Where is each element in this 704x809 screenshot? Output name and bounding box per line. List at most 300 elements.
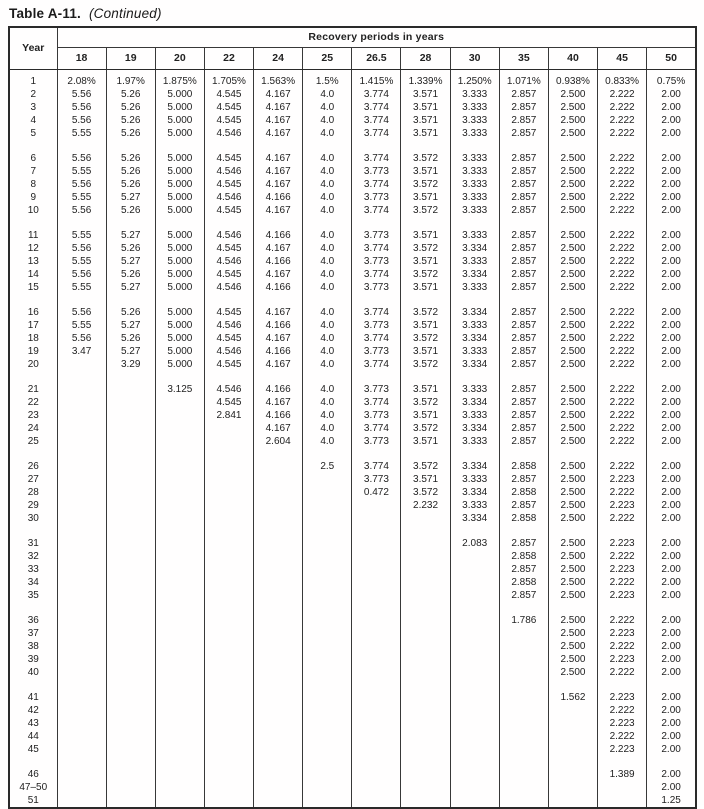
- value-cell: 4.0: [303, 409, 352, 422]
- value-cell: [106, 460, 155, 473]
- value-cell: 3.774: [352, 114, 401, 127]
- value-cell: 2.500: [548, 460, 597, 473]
- value-cell: 2.500: [548, 614, 597, 627]
- value-cell: [106, 512, 155, 525]
- value-cell: 3.571: [401, 435, 450, 448]
- value-cell: [155, 589, 204, 602]
- table-row: [9, 332, 696, 345]
- value-cell: 2.500: [548, 345, 597, 358]
- value-cell: 4.0: [303, 435, 352, 448]
- spacer-cell: [499, 217, 548, 229]
- value-cell: [106, 794, 155, 808]
- value-cell: 3.774: [352, 332, 401, 345]
- value-cell: 4.546: [204, 345, 253, 358]
- spacer-cell: [204, 371, 253, 383]
- value-cell: [204, 512, 253, 525]
- value-cell: [254, 460, 303, 473]
- value-cell: 1.562: [548, 691, 597, 704]
- value-cell: 4.545: [204, 306, 253, 319]
- value-cell: [204, 730, 253, 743]
- value-cell: [254, 563, 303, 576]
- value-cell: 3.773: [352, 435, 401, 448]
- value-cell: 2.857: [499, 319, 548, 332]
- value-cell: [401, 512, 450, 525]
- value-cell: 5.27: [106, 191, 155, 204]
- value-cell: [106, 627, 155, 640]
- spacer-cell: [254, 525, 303, 537]
- value-cell: 2.222: [598, 242, 647, 255]
- value-cell: 5.27: [106, 281, 155, 294]
- value-cell: 4.0: [303, 255, 352, 268]
- spacer-cell: [57, 294, 106, 306]
- value-cell: 5.26: [106, 101, 155, 114]
- value-cell: 4.0: [303, 422, 352, 435]
- value-cell: 4.167: [254, 204, 303, 217]
- value-cell: 4.166: [254, 281, 303, 294]
- value-cell: 3.572: [401, 152, 450, 165]
- spacer-cell: [450, 294, 499, 306]
- value-cell: 1.5%: [303, 69, 352, 88]
- value-cell: [548, 743, 597, 756]
- value-cell: 1.875%: [155, 69, 204, 88]
- group-spacer: [9, 217, 696, 229]
- table-row: [9, 435, 696, 448]
- value-cell: 2.223: [598, 589, 647, 602]
- value-cell: 2.083: [450, 537, 499, 550]
- value-cell: [204, 640, 253, 653]
- value-cell: 4.167: [254, 268, 303, 281]
- value-cell: 1.705%: [204, 69, 253, 88]
- value-cell: [352, 627, 401, 640]
- value-cell: [155, 563, 204, 576]
- value-cell: 2.223: [598, 627, 647, 640]
- value-cell: [106, 396, 155, 409]
- value-cell: 2.500: [548, 204, 597, 217]
- value-cell: 2.857: [499, 255, 548, 268]
- table-row: [9, 614, 696, 627]
- value-cell: 2.500: [548, 563, 597, 576]
- value-cell: [499, 730, 548, 743]
- value-cell: 5.26: [106, 178, 155, 191]
- value-cell: 3.774: [352, 422, 401, 435]
- value-cell: 3.571: [401, 165, 450, 178]
- value-cell: 2.00: [647, 345, 696, 358]
- table-title-prefix: Table A-11.: [9, 6, 81, 21]
- value-cell: [450, 794, 499, 808]
- value-cell: [57, 383, 106, 396]
- year-cell: 42: [9, 704, 57, 717]
- spacer-cell: [9, 294, 57, 306]
- value-cell: [106, 383, 155, 396]
- value-cell: 5.56: [57, 88, 106, 101]
- value-cell: 4.167: [254, 88, 303, 101]
- spacer-cell: [57, 525, 106, 537]
- year-cell: 15: [9, 281, 57, 294]
- value-cell: 2.500: [548, 127, 597, 140]
- value-cell: 2.222: [598, 666, 647, 679]
- spacer-cell: [57, 217, 106, 229]
- value-cell: [254, 486, 303, 499]
- value-cell: 2.222: [598, 345, 647, 358]
- value-cell: 4.167: [254, 114, 303, 127]
- spacer-cell: [303, 294, 352, 306]
- value-cell: 3.572: [401, 422, 450, 435]
- column-header: 19: [106, 47, 155, 69]
- column-header-row: [9, 47, 696, 69]
- year-cell: 16: [9, 306, 57, 319]
- year-cell: 21: [9, 383, 57, 396]
- value-cell: 4.546: [204, 281, 253, 294]
- value-cell: [155, 794, 204, 808]
- value-cell: 2.222: [598, 88, 647, 101]
- value-cell: 2.00: [647, 435, 696, 448]
- spacer-cell: [352, 756, 401, 768]
- value-cell: 3.774: [352, 306, 401, 319]
- value-cell: 3.774: [352, 178, 401, 191]
- table-row: [9, 409, 696, 422]
- value-cell: [106, 717, 155, 730]
- value-cell: 3.571: [401, 473, 450, 486]
- spacer-cell: [106, 294, 155, 306]
- spacer-cell: [303, 756, 352, 768]
- value-cell: 4.166: [254, 345, 303, 358]
- value-cell: [155, 460, 204, 473]
- spacer-cell: [352, 217, 401, 229]
- table-row: [9, 589, 696, 602]
- value-cell: 3.572: [401, 204, 450, 217]
- value-cell: 4.545: [204, 204, 253, 217]
- value-cell: 2.500: [548, 499, 597, 512]
- value-cell: [352, 781, 401, 794]
- group-spacer: [9, 602, 696, 614]
- spacer-cell: [450, 448, 499, 460]
- value-cell: [499, 704, 548, 717]
- table-row: [9, 666, 696, 679]
- column-header: 35: [499, 47, 548, 69]
- value-cell: 3.571: [401, 88, 450, 101]
- column-header: 28: [401, 47, 450, 69]
- value-cell: 5.27: [106, 255, 155, 268]
- value-cell: 2.00: [647, 306, 696, 319]
- value-cell: 2.222: [598, 178, 647, 191]
- value-cell: 2.857: [499, 191, 548, 204]
- value-cell: 3.571: [401, 101, 450, 114]
- value-cell: [352, 768, 401, 781]
- value-cell: [352, 794, 401, 808]
- value-cell: 2.500: [548, 191, 597, 204]
- value-cell: 3.773: [352, 165, 401, 178]
- value-cell: [155, 537, 204, 550]
- value-cell: 3.333: [450, 409, 499, 422]
- value-cell: 2.857: [499, 204, 548, 217]
- column-header: 26.5: [352, 47, 401, 69]
- recovery-periods-header: Recovery periods in years: [57, 27, 696, 47]
- value-cell: 2.00: [647, 704, 696, 717]
- spacer-cell: [204, 602, 253, 614]
- value-cell: [106, 743, 155, 756]
- value-cell: [401, 550, 450, 563]
- spacer-cell: [303, 679, 352, 691]
- value-cell: 2.857: [499, 88, 548, 101]
- spacer-cell: [254, 371, 303, 383]
- value-cell: 2.500: [548, 101, 597, 114]
- value-cell: 4.545: [204, 242, 253, 255]
- value-cell: 4.545: [204, 152, 253, 165]
- value-cell: 2.00: [647, 165, 696, 178]
- value-cell: [254, 614, 303, 627]
- spacer-cell: [155, 294, 204, 306]
- value-cell: 2.223: [598, 653, 647, 666]
- value-cell: 5.000: [155, 204, 204, 217]
- value-cell: 4.167: [254, 306, 303, 319]
- group-spacer: [9, 371, 696, 383]
- value-cell: [352, 653, 401, 666]
- spacer-row: [9, 602, 696, 614]
- value-cell: 4.0: [303, 332, 352, 345]
- value-cell: 2.857: [499, 242, 548, 255]
- value-cell: 2.00: [647, 268, 696, 281]
- year-cell: 31: [9, 537, 57, 550]
- value-cell: 2.00: [647, 204, 696, 217]
- value-cell: [254, 499, 303, 512]
- value-cell: 2.500: [548, 88, 597, 101]
- value-cell: 1.97%: [106, 69, 155, 88]
- value-cell: 3.774: [352, 204, 401, 217]
- spacer-row: [9, 217, 696, 229]
- value-cell: [57, 794, 106, 808]
- value-cell: [57, 486, 106, 499]
- spacer-cell: [548, 217, 597, 229]
- value-cell: [303, 627, 352, 640]
- value-cell: 2.222: [598, 550, 647, 563]
- value-cell: 2.500: [548, 114, 597, 127]
- value-cell: 4.166: [254, 319, 303, 332]
- value-cell: 5.000: [155, 242, 204, 255]
- value-cell: [450, 781, 499, 794]
- value-cell: [106, 614, 155, 627]
- table-row: [9, 730, 696, 743]
- value-cell: [57, 653, 106, 666]
- year-cell: 35: [9, 589, 57, 602]
- value-cell: 2.857: [499, 409, 548, 422]
- value-cell: 2.00: [647, 486, 696, 499]
- value-cell: [57, 550, 106, 563]
- value-cell: [303, 512, 352, 525]
- value-cell: [303, 768, 352, 781]
- value-cell: [204, 794, 253, 808]
- value-cell: [352, 704, 401, 717]
- value-cell: 2.500: [548, 319, 597, 332]
- value-cell: [57, 640, 106, 653]
- value-cell: [352, 576, 401, 589]
- spacer-cell: [548, 756, 597, 768]
- value-cell: [57, 589, 106, 602]
- spacer-cell: [598, 602, 647, 614]
- value-cell: 2.223: [598, 499, 647, 512]
- spacer-cell: [499, 525, 548, 537]
- table-row: [9, 460, 696, 473]
- value-cell: [450, 640, 499, 653]
- value-cell: 2.00: [647, 409, 696, 422]
- value-cell: [57, 781, 106, 794]
- value-cell: 3.571: [401, 127, 450, 140]
- value-cell: 5.56: [57, 178, 106, 191]
- value-cell: 2.857: [499, 473, 548, 486]
- value-cell: [204, 550, 253, 563]
- year-cell: 44: [9, 730, 57, 743]
- spacer-cell: [303, 371, 352, 383]
- value-cell: 2.222: [598, 229, 647, 242]
- value-cell: 2.00: [647, 717, 696, 730]
- value-cell: 2.222: [598, 114, 647, 127]
- row-group: [9, 537, 696, 602]
- value-cell: 3.774: [352, 101, 401, 114]
- value-cell: [401, 589, 450, 602]
- spacer-cell: [9, 448, 57, 460]
- year-cell: 32: [9, 550, 57, 563]
- value-cell: [106, 473, 155, 486]
- year-cell: 20: [9, 358, 57, 371]
- value-cell: [450, 768, 499, 781]
- column-header: 18: [57, 47, 106, 69]
- value-cell: [548, 730, 597, 743]
- value-cell: 5.56: [57, 242, 106, 255]
- value-cell: 2.857: [499, 152, 548, 165]
- value-cell: 2.222: [598, 358, 647, 371]
- value-cell: [254, 576, 303, 589]
- value-cell: [499, 653, 548, 666]
- value-cell: 4.0: [303, 383, 352, 396]
- group-spacer: [9, 756, 696, 768]
- spacer-cell: [598, 679, 647, 691]
- spacer-cell: [254, 756, 303, 768]
- value-cell: [450, 666, 499, 679]
- value-cell: 3.571: [401, 345, 450, 358]
- value-cell: [106, 576, 155, 589]
- value-cell: 3.774: [352, 268, 401, 281]
- value-cell: [254, 627, 303, 640]
- value-cell: 5.56: [57, 306, 106, 319]
- value-cell: [204, 691, 253, 704]
- column-header: 30: [450, 47, 499, 69]
- spacer-cell: [106, 217, 155, 229]
- value-cell: 2.00: [647, 563, 696, 576]
- value-cell: 3.572: [401, 358, 450, 371]
- value-cell: [155, 627, 204, 640]
- value-cell: [204, 704, 253, 717]
- table-row: [9, 242, 696, 255]
- value-cell: 2.857: [499, 589, 548, 602]
- value-cell: 2.857: [499, 281, 548, 294]
- row-group: [9, 306, 696, 371]
- spacer-cell: [450, 371, 499, 383]
- value-cell: 4.167: [254, 358, 303, 371]
- value-cell: 2.500: [548, 435, 597, 448]
- value-cell: 4.0: [303, 178, 352, 191]
- value-cell: 2.857: [499, 563, 548, 576]
- value-cell: 2.00: [647, 88, 696, 101]
- value-cell: [352, 614, 401, 627]
- value-cell: [254, 666, 303, 679]
- value-cell: 2.500: [548, 589, 597, 602]
- value-cell: [450, 550, 499, 563]
- value-cell: 3.333: [450, 435, 499, 448]
- spacer-cell: [647, 448, 696, 460]
- spacer-cell: [548, 371, 597, 383]
- spacer-row: [9, 679, 696, 691]
- value-cell: 3.571: [401, 281, 450, 294]
- value-cell: 5.000: [155, 191, 204, 204]
- spacer-cell: [155, 140, 204, 152]
- value-cell: 5.000: [155, 88, 204, 101]
- value-cell: [254, 691, 303, 704]
- value-cell: 2.500: [548, 576, 597, 589]
- value-cell: 2.500: [548, 229, 597, 242]
- value-cell: 3.333: [450, 165, 499, 178]
- value-cell: 3.333: [450, 114, 499, 127]
- value-cell: [106, 653, 155, 666]
- value-cell: 2.857: [499, 178, 548, 191]
- table-row: [9, 627, 696, 640]
- spacer-cell: [254, 448, 303, 460]
- value-cell: [106, 666, 155, 679]
- value-cell: 2.00: [647, 653, 696, 666]
- value-cell: 5.26: [106, 152, 155, 165]
- spacer-cell: [499, 371, 548, 383]
- value-cell: [401, 768, 450, 781]
- value-cell: 3.571: [401, 319, 450, 332]
- value-cell: 5.26: [106, 165, 155, 178]
- value-cell: 4.0: [303, 229, 352, 242]
- value-cell: 3.572: [401, 268, 450, 281]
- value-cell: 4.545: [204, 332, 253, 345]
- row-group: [9, 614, 696, 679]
- spacer-cell: [155, 525, 204, 537]
- value-cell: 2.500: [548, 422, 597, 435]
- value-cell: 5.000: [155, 306, 204, 319]
- spacer-cell: [9, 602, 57, 614]
- value-cell: 4.545: [204, 178, 253, 191]
- value-cell: [106, 422, 155, 435]
- spacer-cell: [499, 679, 548, 691]
- value-cell: 2.00: [647, 460, 696, 473]
- value-cell: 4.167: [254, 396, 303, 409]
- value-cell: [303, 666, 352, 679]
- value-cell: 4.0: [303, 319, 352, 332]
- value-cell: 0.938%: [548, 69, 597, 88]
- value-cell: 2.500: [548, 383, 597, 396]
- value-cell: 2.222: [598, 383, 647, 396]
- value-cell: 2.500: [548, 332, 597, 345]
- spacer-cell: [647, 140, 696, 152]
- spacer-cell: [106, 756, 155, 768]
- value-cell: 5.000: [155, 255, 204, 268]
- value-cell: [401, 627, 450, 640]
- year-cell: 36: [9, 614, 57, 627]
- spacer-cell: [598, 140, 647, 152]
- year-cell: 47–50: [9, 781, 57, 794]
- value-cell: [401, 743, 450, 756]
- group-spacer: [9, 140, 696, 152]
- value-cell: 4.167: [254, 178, 303, 191]
- value-cell: 3.773: [352, 255, 401, 268]
- value-cell: 4.546: [204, 319, 253, 332]
- value-cell: 5.27: [106, 229, 155, 242]
- year-cell: 27: [9, 473, 57, 486]
- group-spacer: [9, 448, 696, 460]
- value-cell: 3.333: [450, 152, 499, 165]
- value-cell: [450, 743, 499, 756]
